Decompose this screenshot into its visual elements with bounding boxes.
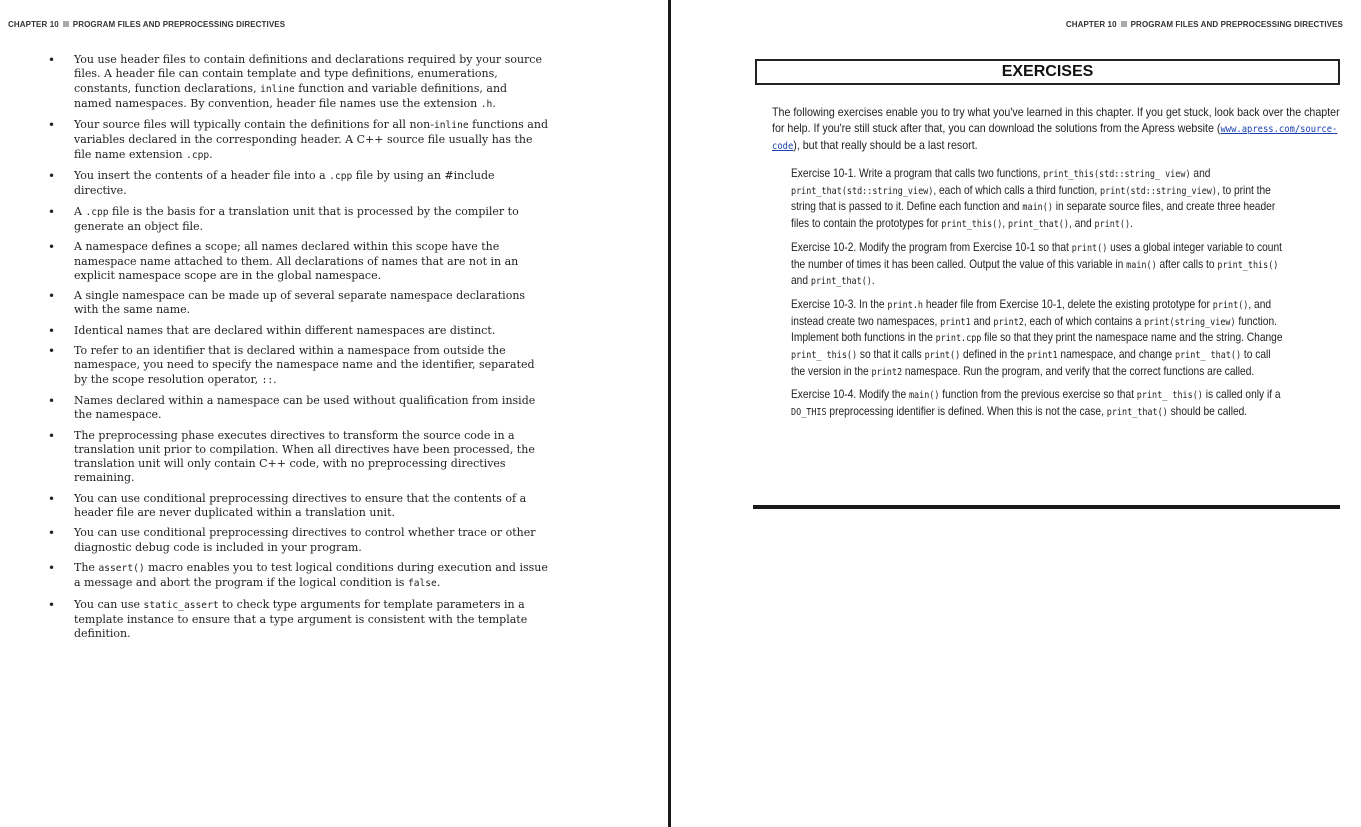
page-divider: [668, 0, 671, 827]
text-run: , each of which contains a: [1023, 314, 1145, 328]
summary-bullet: [48, 205, 548, 235]
inline-code: DO_THIS: [791, 407, 827, 419]
inline-code: .cpp: [329, 171, 353, 183]
inline-code: .h: [480, 98, 493, 110]
apress-source-code-link[interactable]: www.apress.com/source-code: [772, 124, 1338, 152]
text-run: Names declared within a namespace can be used without qualification from inside the namespace.: [74, 393, 536, 422]
text-run: namespace. Run the program, and verify that the correct functions are called.: [902, 364, 1255, 378]
exercise-10-2: [791, 240, 1284, 290]
text-run: function. Implement both functions in the: [791, 314, 1278, 345]
bullet-dot-icon: •: [48, 289, 56, 304]
text-run: is called only if a: [1202, 388, 1281, 402]
bullet-dot-icon: •: [48, 393, 56, 408]
summary-bullet: [48, 429, 548, 486]
text-run: to call the version in the: [791, 348, 1271, 378]
inline-code: print(): [1071, 242, 1108, 254]
text-run: functions and variables declared in the corresponding header. A C++ source file usually has the file name extension: [74, 118, 548, 161]
summary-bullet: [48, 240, 548, 283]
bullet-dot-icon: •: [48, 491, 56, 506]
text-run: The: [74, 560, 99, 574]
text-run: .: [871, 274, 875, 288]
bullet-text: [74, 526, 548, 555]
bullet-dot-icon: •: [48, 344, 56, 359]
text-run: file by using an #include directive.: [74, 169, 495, 198]
inline-code: assert(): [98, 562, 145, 574]
chapter-title: PROGRAM FILES AND PREPROCESSING DIRECTIVES: [1130, 20, 1343, 29]
bullet-dot-icon: •: [48, 323, 56, 338]
text-run: Exercise 10-2. Modify the program from Exercise 10-1 so that: [791, 240, 1072, 254]
text-run: and: [791, 274, 811, 288]
text-run: namespace, and change: [1057, 348, 1176, 362]
inline-code: inline: [260, 83, 295, 95]
text-run: header file from Exercise 10-1, delete the existing prototype for: [923, 297, 1213, 311]
inline-code: print.h: [887, 299, 923, 311]
bullet-text: [74, 561, 548, 592]
text-run: uses a global integer variable to count the number of times it has been called. Output the value of this variable in: [791, 240, 1282, 271]
text-run: Exercise 10-3. In the: [791, 297, 888, 311]
bullet-dot-icon: •: [48, 169, 56, 184]
bullet-text: [74, 492, 548, 521]
text-run: should be called.: [1167, 405, 1248, 419]
inline-code: print_ this(): [791, 350, 858, 362]
text-run: Exercise 10-4. Modify the: [791, 388, 909, 402]
bullet-dot-icon: •: [48, 560, 56, 575]
text-run: You can use: [74, 597, 144, 611]
text-run: Your source files will typically contain the definitions for all non-: [74, 118, 434, 132]
inline-code: main(): [1126, 259, 1157, 271]
inline-code: print_ this(): [1136, 390, 1203, 402]
text-run: A namespace defines a scope; all names declared within this scope have the namespace name attached to them. All declarations of names that are not in an explicit namespace scope are in the global namespace.: [74, 240, 519, 282]
inline-code: print(string_view): [1144, 316, 1236, 328]
intro-text: The following exercises enable you to try what you've learned in this chapter. If you get stuck, look back over the chapter for help. If you're still stuck after that, you can download the solutions from the Apress website (: [772, 106, 1340, 135]
bullet-text: [74, 324, 548, 338]
running-head-left: [8, 20, 285, 29]
text-run: , to print the string that is passed to it. Define each function and: [791, 183, 1271, 214]
inline-code: print(std::string_view): [1100, 185, 1217, 197]
inline-code: .cpp: [186, 149, 210, 161]
bullet-text: [74, 344, 548, 388]
summary-bullet: [48, 492, 548, 521]
bullet-text: [74, 205, 548, 235]
bullet-dot-icon: •: [48, 597, 56, 612]
separator-square-icon: [63, 21, 69, 27]
text-run: , and: [1068, 217, 1095, 231]
inline-code: print1: [940, 316, 971, 328]
text-run: Exercise 10-1. Write a program that calls two functions,: [791, 167, 1044, 180]
bullet-text: [74, 169, 548, 199]
text-run: file so that they print the namespace name and the string. Change: [981, 331, 1283, 345]
inline-code: print_that(std::string_view): [791, 185, 934, 197]
inline-code: print_that(): [1106, 407, 1168, 419]
section-end-rule: [753, 505, 1340, 509]
summary-bullet: [48, 324, 548, 338]
text-run: .: [209, 147, 213, 161]
exercise-10-4: [791, 387, 1284, 420]
running-head-right: [1066, 20, 1343, 29]
bullet-text: [74, 118, 548, 163]
bullet-dot-icon: •: [48, 204, 56, 219]
text-run: to check type arguments for template parameters in a template instance to ensure that a type argument is consistent with the template definition.: [74, 597, 528, 641]
summary-bullet: [48, 598, 548, 642]
text-run: in separate source files, and create three header files to contain the prototypes for: [791, 200, 1276, 231]
text-run: Identical names that are declared within different namespaces are distinct.: [74, 323, 496, 337]
inline-code: .cpp: [85, 206, 109, 218]
text-run: so that it calls: [857, 348, 925, 362]
inline-code: print_ that(): [1175, 350, 1242, 362]
inline-code: inline: [433, 120, 469, 132]
intro-text-end: ), but that really should be a last resort.: [793, 139, 978, 152]
text-run: .: [436, 576, 441, 590]
summary-bullet: [48, 53, 548, 112]
summary-bullet-list: [48, 53, 548, 647]
text-run: macro enables you to test logical conditions during execution and issue a message and abort the program if the logical condition is: [74, 560, 548, 590]
bullet-text: [74, 240, 548, 283]
chapter-label: CHAPTER 10: [8, 20, 59, 29]
text-run: ,: [1002, 217, 1008, 231]
inline-code: false: [407, 578, 437, 590]
summary-bullet: [48, 561, 548, 592]
bullet-dot-icon: •: [48, 118, 56, 133]
text-run: .: [1130, 217, 1133, 231]
exercise-list: [791, 166, 1361, 428]
summary-bullet: [48, 118, 548, 163]
text-run: A single namespace can be made up of several separate namespace declarations with the same name.: [74, 289, 526, 317]
text-run: function from the previous exercise so that: [939, 388, 1137, 402]
text-run: , each of which calls a third function,: [933, 183, 1101, 197]
chapter-title: PROGRAM FILES AND PREPROCESSING DIRECTIVES: [72, 20, 286, 29]
exercise-10-3: [791, 297, 1284, 381]
text-run: A: [74, 204, 86, 218]
inline-code: print(): [1212, 299, 1249, 311]
inline-code: print_this(std::string_ view): [1043, 169, 1191, 180]
text-run: .: [273, 372, 277, 386]
summary-bullet: [48, 394, 548, 423]
bullet-text: [74, 429, 548, 486]
text-run: and: [1190, 167, 1211, 180]
text-run: To refer to an identifier that is declared within a namespace from outside the namespace, you need to specify the namespace name and the identifier, separated by the scope resolution operator,: [74, 344, 535, 386]
inline-code: main(): [908, 390, 940, 402]
left-page: [0, 0, 668, 827]
separator-square-icon: [1121, 21, 1127, 27]
bullet-dot-icon: •: [48, 53, 56, 67]
exercises-heading: EXERCISES: [755, 59, 1340, 85]
inline-code: print2: [871, 366, 903, 378]
bullet-dot-icon: •: [48, 428, 56, 443]
text-run: defined in the: [960, 348, 1028, 362]
text-run: and: [970, 314, 994, 328]
text-run: You can use conditional preprocessing directives to control whether trace or other diagnostic debug code is included in your program.: [74, 526, 536, 554]
text-run: .: [492, 96, 496, 110]
text-run: file is the basis for a translation unit that is processed by the compiler to generate an object file.: [74, 204, 519, 233]
inline-code: print_this(): [941, 219, 1003, 231]
inline-code: print.cpp: [935, 333, 982, 345]
text-run: , and instead create two namespaces,: [791, 297, 1272, 328]
inline-code: static_assert: [143, 599, 219, 611]
right-page: [673, 0, 1361, 827]
bullet-text: [74, 598, 548, 642]
summary-bullet: [48, 526, 548, 555]
inline-code: print(): [924, 350, 961, 362]
text-run: after calls to: [1156, 257, 1218, 271]
bullet-text: [74, 53, 548, 112]
bullet-dot-icon: •: [48, 526, 56, 541]
inline-code: print_this(): [1217, 259, 1279, 271]
text-run: You can use conditional preprocessing directives to ensure that the contents of a header file are never duplicated within a translation unit.: [74, 491, 527, 520]
text-run: The preprocessing phase executes directives to transform the source code in a translation unit prior to compilation. When all directives have been processed, the translation unit will only contain C++ code, with no preprocessing directives remaining.: [74, 428, 535, 485]
inline-code: print_that(): [810, 276, 872, 288]
text-run: preprocessing identifier is defined. When this is not the case,: [826, 405, 1107, 419]
inline-code: print1: [1027, 350, 1058, 362]
chapter-label: CHAPTER 10: [1065, 20, 1117, 29]
text-run: function and variable definitions, and named namespaces. By convention, header file names use the extension: [74, 81, 508, 110]
summary-bullet: [48, 344, 548, 388]
inline-code: print2: [993, 316, 1024, 328]
inline-code: print(): [1094, 219, 1131, 231]
summary-bullet: [48, 289, 548, 318]
exercise-10-1: [791, 166, 1284, 233]
exercises-intro: [772, 105, 1342, 155]
text-run: You insert the contents of a header file into a: [74, 169, 330, 183]
bullet-dot-icon: •: [48, 240, 56, 255]
bullet-text: [74, 394, 548, 423]
inline-code: print_that(): [1007, 219, 1069, 231]
text-run: You use header files to contain definitions and declarations required by your source files. A header file can contain template and type definitions, enumerations, constants, function declarations,: [74, 53, 542, 95]
bullet-text: [74, 289, 548, 318]
inline-code: main(): [1022, 202, 1053, 214]
summary-bullet: [48, 169, 548, 199]
inline-code: ::: [261, 374, 274, 386]
